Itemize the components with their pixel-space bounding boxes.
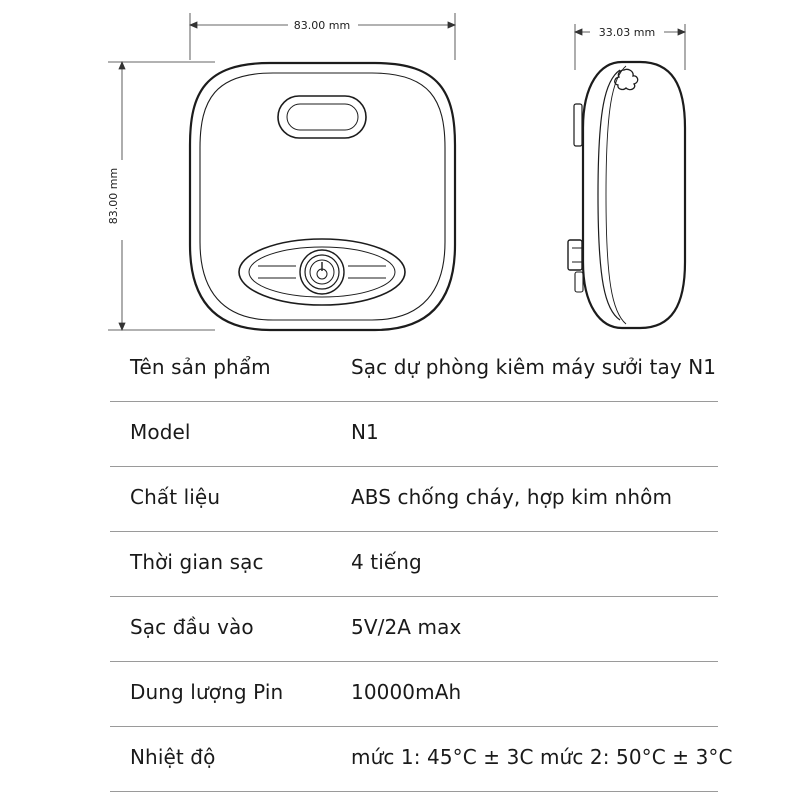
spec-label: Nhiệt độ — [130, 745, 216, 769]
spec-row-product-name — [110, 337, 718, 402]
technical-drawing — [0, 0, 802, 340]
spec-label: Sạc đầu vào — [130, 615, 254, 639]
spec-row-charge-time — [110, 532, 718, 597]
spec-table — [110, 337, 733, 792]
spec-value: 10000mAh — [351, 680, 462, 704]
front-width-label: 83.00 mm — [293, 19, 351, 32]
spec-label: Dung lượng Pin — [130, 680, 284, 704]
spec-label: Model — [130, 420, 191, 444]
spec-row-capacity — [110, 662, 718, 727]
spec-row-model — [110, 402, 718, 467]
spec-row-material — [110, 467, 718, 532]
spec-value: Sạc dự phòng kiêm máy sưởi tay N1 — [351, 355, 717, 379]
front-height-label: 83.00 mm — [107, 167, 120, 225]
spec-value: 4 tiếng — [351, 550, 422, 574]
side-view — [568, 62, 685, 328]
spec-value: 5V/2A max — [351, 615, 462, 639]
spec-row-input — [110, 597, 718, 662]
spec-label: Tên sản phẩm — [130, 355, 271, 379]
spec-label: Thời gian sạc — [130, 550, 264, 574]
spec-value: ABS chống cháy, hợp kim nhôm — [351, 485, 673, 509]
spec-row-temperature — [110, 727, 733, 792]
spec-value: N1 — [351, 420, 379, 444]
front-view — [190, 63, 455, 330]
spec-value: mức 1: 45°C ± 3C mức 2: 50°C ± 3°C — [351, 745, 733, 769]
side-width-label: 33.03 mm — [598, 26, 656, 39]
spec-label: Chất liệu — [130, 485, 221, 509]
